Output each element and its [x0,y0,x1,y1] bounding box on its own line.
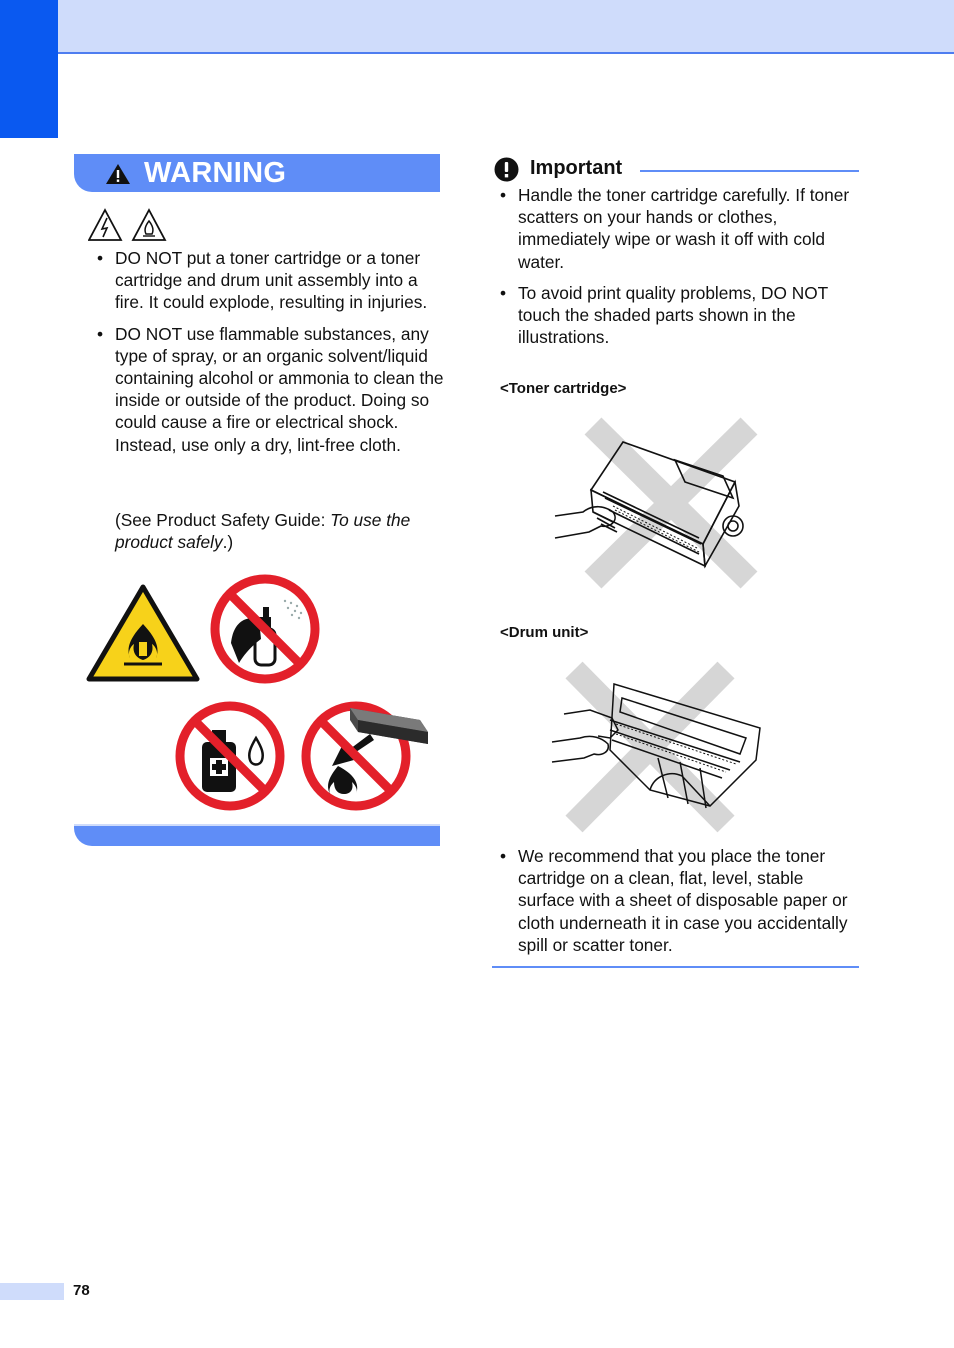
list-item: • To avoid print quality problems, DO NOT touch the shaded parts shown in the illustrations. [500,282,828,348]
header-band [0,0,954,54]
page-number: 78 [73,1282,90,1299]
electrical-hazard-icon [89,210,121,240]
flammable-warning-icon [86,584,200,682]
chapter-tab [0,0,58,138]
important-list [500,184,858,357]
warning-triangle-icon [105,163,131,185]
hazard-icons [88,208,168,247]
drum-unit-illustration [550,658,764,834]
warning-title: WARNING [144,157,287,189]
no-spray-icon [209,573,321,685]
important-title: Important [530,157,623,179]
list-item: • DO NOT put a toner cartridge or a toner cartridge and drum unit assembly into a fire. It could explode, resulting in injuries. [97,248,428,313]
warning-header [74,154,440,192]
important-exclamation-icon [494,157,519,182]
important-rule [640,170,859,172]
important-list-continued [500,845,858,965]
drum-unit-caption: <Drum unit> [500,624,589,641]
toner-cartridge-caption: <Toner cartridge> [500,380,627,397]
important-bottom-rule [492,966,859,968]
warning-footer-bar [74,824,440,846]
list-item: • DO NOT use flammable substances, any type of spray, or an organic solvent/liquid containing alcohol or ammonia to clean the inside or outside of the product. Doing so could cause a fire or electrical shock. Instead, use only a dry, lint-free cloth. [97,323,444,455]
no-solvent-icon [174,700,286,812]
safety-guide-note: (See Product Safety Guide: To use the product safely.) [115,510,411,553]
toner-cartridge-illustration [553,414,759,590]
warning-list [97,247,445,465]
list-item: • We recommend that you place the toner cartridge on a clean, flat, level, stable surface with a sheet of disposable paper or cloth underneath it in case you accidentally spill or scatter toner. [500,846,848,955]
safety-guide-link-text: To use the product safely [115,510,411,553]
list-item: • Handle the toner cartridge carefully. If toner scatters on your hands or clothes, immediately wipe or wash it off with cold water. [500,185,850,272]
fire-hazard-icon [133,210,165,240]
page-number-bar [0,1283,64,1300]
no-fire-disposal-icon [300,698,430,812]
